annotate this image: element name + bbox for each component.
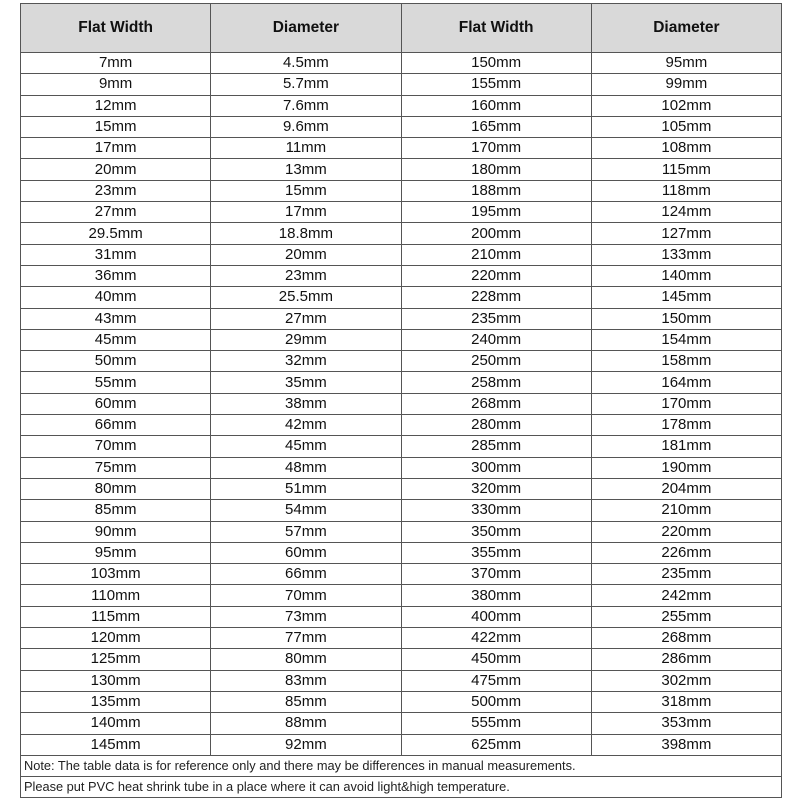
diameter-cell: 51mm xyxy=(211,478,401,499)
flat-width-cell: 125mm xyxy=(21,649,211,670)
diameter-cell: 85mm xyxy=(211,691,401,712)
flat-width-cell: 40mm xyxy=(21,287,211,308)
flat-width-cell: 210mm xyxy=(401,244,591,265)
diameter-cell: 102mm xyxy=(591,95,781,116)
diameter-cell: 66mm xyxy=(211,564,401,585)
flat-width-cell: 235mm xyxy=(401,308,591,329)
table-row xyxy=(21,351,782,372)
flat-width-cell: 90mm xyxy=(21,521,211,542)
flat-width-cell: 43mm xyxy=(21,308,211,329)
diameter-cell: 140mm xyxy=(591,265,781,286)
diameter-cell: 4.5mm xyxy=(211,53,401,74)
flat-width-cell: 23mm xyxy=(21,180,211,201)
flat-width-cell: 320mm xyxy=(401,478,591,499)
flat-width-cell: 625mm xyxy=(401,734,591,755)
flat-width-cell: 258mm xyxy=(401,372,591,393)
diameter-cell: 88mm xyxy=(211,713,401,734)
flat-width-cell: 350mm xyxy=(401,521,591,542)
diameter-cell: 25.5mm xyxy=(211,287,401,308)
table-row xyxy=(21,329,782,350)
diameter-cell: 95mm xyxy=(591,53,781,74)
table-row xyxy=(21,95,782,116)
diameter-cell: 73mm xyxy=(211,606,401,627)
diameter-cell: 60mm xyxy=(211,542,401,563)
table-row xyxy=(21,265,782,286)
flat-width-cell: 120mm xyxy=(21,628,211,649)
diameter-cell: 353mm xyxy=(591,713,781,734)
flat-width-cell: 160mm xyxy=(401,95,591,116)
flat-width-cell: 80mm xyxy=(21,478,211,499)
diameter-cell: 286mm xyxy=(591,649,781,670)
table-notes xyxy=(21,755,782,797)
diameter-cell: 27mm xyxy=(211,308,401,329)
flat-width-cell: 20mm xyxy=(21,159,211,180)
flat-width-cell: 422mm xyxy=(401,628,591,649)
flat-width-cell: 29.5mm xyxy=(21,223,211,244)
flat-width-cell: 130mm xyxy=(21,670,211,691)
diameter-cell: 398mm xyxy=(591,734,781,755)
flat-width-cell: 500mm xyxy=(401,691,591,712)
diameter-cell: 57mm xyxy=(211,521,401,542)
table-row xyxy=(21,74,782,95)
diameter-cell: 220mm xyxy=(591,521,781,542)
flat-width-cell: 200mm xyxy=(401,223,591,244)
flat-width-cell: 36mm xyxy=(21,265,211,286)
table-row xyxy=(21,159,782,180)
flat-width-cell: 155mm xyxy=(401,74,591,95)
flat-width-cell: 170mm xyxy=(401,138,591,159)
diameter-cell: 99mm xyxy=(591,74,781,95)
diameter-cell: 302mm xyxy=(591,670,781,691)
table-row xyxy=(21,244,782,265)
diameter-cell: 124mm xyxy=(591,202,781,223)
size-table xyxy=(20,3,782,798)
diameter-cell: 38mm xyxy=(211,393,401,414)
diameter-cell: 35mm xyxy=(211,372,401,393)
table-header xyxy=(21,4,782,53)
table-row xyxy=(21,500,782,521)
diameter-cell: 105mm xyxy=(591,116,781,137)
flat-width-cell: 66mm xyxy=(21,415,211,436)
diameter-cell: 48mm xyxy=(211,457,401,478)
diameter-cell: 54mm xyxy=(211,500,401,521)
diameter-cell: 118mm xyxy=(591,180,781,201)
diameter-cell: 127mm xyxy=(591,223,781,244)
table-row xyxy=(21,138,782,159)
diameter-cell: 18.8mm xyxy=(211,223,401,244)
diameter-cell: 145mm xyxy=(591,287,781,308)
flat-width-cell: 475mm xyxy=(401,670,591,691)
flat-width-cell: 50mm xyxy=(21,351,211,372)
flat-width-cell: 300mm xyxy=(401,457,591,478)
header-row xyxy=(21,4,782,53)
diameter-cell: 32mm xyxy=(211,351,401,372)
table-row xyxy=(21,415,782,436)
table-row xyxy=(21,564,782,585)
flat-width-cell: 555mm xyxy=(401,713,591,734)
flat-width-cell: 355mm xyxy=(401,542,591,563)
flat-width-cell: 31mm xyxy=(21,244,211,265)
diameter-cell: 9.6mm xyxy=(211,116,401,137)
diameter-cell: 15mm xyxy=(211,180,401,201)
diameter-cell: 11mm xyxy=(211,138,401,159)
diameter-cell: 92mm xyxy=(211,734,401,755)
header-flat-width-2: Flat Width xyxy=(401,4,591,53)
flat-width-cell: 145mm xyxy=(21,734,211,755)
table-row xyxy=(21,713,782,734)
table-row xyxy=(21,457,782,478)
diameter-cell: 7.6mm xyxy=(211,95,401,116)
table-row xyxy=(21,287,782,308)
table-row xyxy=(21,542,782,563)
flat-width-cell: 280mm xyxy=(401,415,591,436)
table-row xyxy=(21,223,782,244)
flat-width-cell: 400mm xyxy=(401,606,591,627)
diameter-cell: 235mm xyxy=(591,564,781,585)
flat-width-cell: 240mm xyxy=(401,329,591,350)
diameter-cell: 20mm xyxy=(211,244,401,265)
table-row xyxy=(21,478,782,499)
note-storage-text: Please put PVC heat shrink tube in a place where it can avoid light&high temperature. xyxy=(21,776,782,797)
diameter-cell: 80mm xyxy=(211,649,401,670)
flat-width-cell: 150mm xyxy=(401,53,591,74)
diameter-cell: 181mm xyxy=(591,436,781,457)
table-row xyxy=(21,670,782,691)
flat-width-cell: 17mm xyxy=(21,138,211,159)
table-row xyxy=(21,180,782,201)
note-reference-text: Note: The table data is for reference only and there may be differences in manual measurements. xyxy=(21,755,782,776)
table-row xyxy=(21,53,782,74)
diameter-cell: 83mm xyxy=(211,670,401,691)
flat-width-cell: 228mm xyxy=(401,287,591,308)
diameter-cell: 210mm xyxy=(591,500,781,521)
flat-width-cell: 285mm xyxy=(401,436,591,457)
diameter-cell: 170mm xyxy=(591,393,781,414)
table-row xyxy=(21,606,782,627)
flat-width-cell: 55mm xyxy=(21,372,211,393)
diameter-cell: 23mm xyxy=(211,265,401,286)
table-row xyxy=(21,372,782,393)
diameter-cell: 154mm xyxy=(591,329,781,350)
diameter-cell: 5.7mm xyxy=(211,74,401,95)
diameter-cell: 70mm xyxy=(211,585,401,606)
diameter-cell: 150mm xyxy=(591,308,781,329)
diameter-cell: 108mm xyxy=(591,138,781,159)
table-row xyxy=(21,521,782,542)
flat-width-cell: 180mm xyxy=(401,159,591,180)
diameter-cell: 17mm xyxy=(211,202,401,223)
flat-width-cell: 165mm xyxy=(401,116,591,137)
flat-width-cell: 95mm xyxy=(21,542,211,563)
flat-width-cell: 85mm xyxy=(21,500,211,521)
flat-width-cell: 268mm xyxy=(401,393,591,414)
flat-width-cell: 250mm xyxy=(401,351,591,372)
table-row xyxy=(21,734,782,755)
flat-width-cell: 7mm xyxy=(21,53,211,74)
diameter-cell: 226mm xyxy=(591,542,781,563)
flat-width-cell: 450mm xyxy=(401,649,591,670)
flat-width-cell: 115mm xyxy=(21,606,211,627)
flat-width-cell: 45mm xyxy=(21,329,211,350)
note-row xyxy=(21,776,782,797)
flat-width-cell: 75mm xyxy=(21,457,211,478)
flat-width-cell: 15mm xyxy=(21,116,211,137)
flat-width-cell: 60mm xyxy=(21,393,211,414)
table-row xyxy=(21,628,782,649)
flat-width-cell: 370mm xyxy=(401,564,591,585)
diameter-cell: 115mm xyxy=(591,159,781,180)
diameter-cell: 133mm xyxy=(591,244,781,265)
diameter-cell: 45mm xyxy=(211,436,401,457)
table-row xyxy=(21,393,782,414)
diameter-cell: 164mm xyxy=(591,372,781,393)
flat-width-cell: 27mm xyxy=(21,202,211,223)
header-diameter-2: Diameter xyxy=(591,4,781,53)
flat-width-cell: 330mm xyxy=(401,500,591,521)
flat-width-cell: 220mm xyxy=(401,265,591,286)
header-diameter-1: Diameter xyxy=(211,4,401,53)
flat-width-cell: 103mm xyxy=(21,564,211,585)
diameter-cell: 42mm xyxy=(211,415,401,436)
flat-width-cell: 70mm xyxy=(21,436,211,457)
flat-width-cell: 380mm xyxy=(401,585,591,606)
diameter-cell: 255mm xyxy=(591,606,781,627)
diameter-cell: 158mm xyxy=(591,351,781,372)
table-row xyxy=(21,202,782,223)
diameter-cell: 77mm xyxy=(211,628,401,649)
diameter-cell: 242mm xyxy=(591,585,781,606)
diameter-cell: 204mm xyxy=(591,478,781,499)
header-flat-width-1: Flat Width xyxy=(21,4,211,53)
flat-width-cell: 195mm xyxy=(401,202,591,223)
diameter-cell: 178mm xyxy=(591,415,781,436)
flat-width-cell: 135mm xyxy=(21,691,211,712)
diameter-cell: 29mm xyxy=(211,329,401,350)
flat-width-cell: 110mm xyxy=(21,585,211,606)
table-row xyxy=(21,116,782,137)
table-row xyxy=(21,649,782,670)
flat-width-cell: 9mm xyxy=(21,74,211,95)
note-row xyxy=(21,755,782,776)
flat-width-cell: 188mm xyxy=(401,180,591,201)
flat-width-cell: 140mm xyxy=(21,713,211,734)
table-row xyxy=(21,436,782,457)
flat-width-cell: 12mm xyxy=(21,95,211,116)
diameter-cell: 318mm xyxy=(591,691,781,712)
table-row xyxy=(21,585,782,606)
table-row xyxy=(21,308,782,329)
table-body xyxy=(21,53,782,756)
diameter-cell: 13mm xyxy=(211,159,401,180)
diameter-cell: 268mm xyxy=(591,628,781,649)
diameter-cell: 190mm xyxy=(591,457,781,478)
table-row xyxy=(21,691,782,712)
